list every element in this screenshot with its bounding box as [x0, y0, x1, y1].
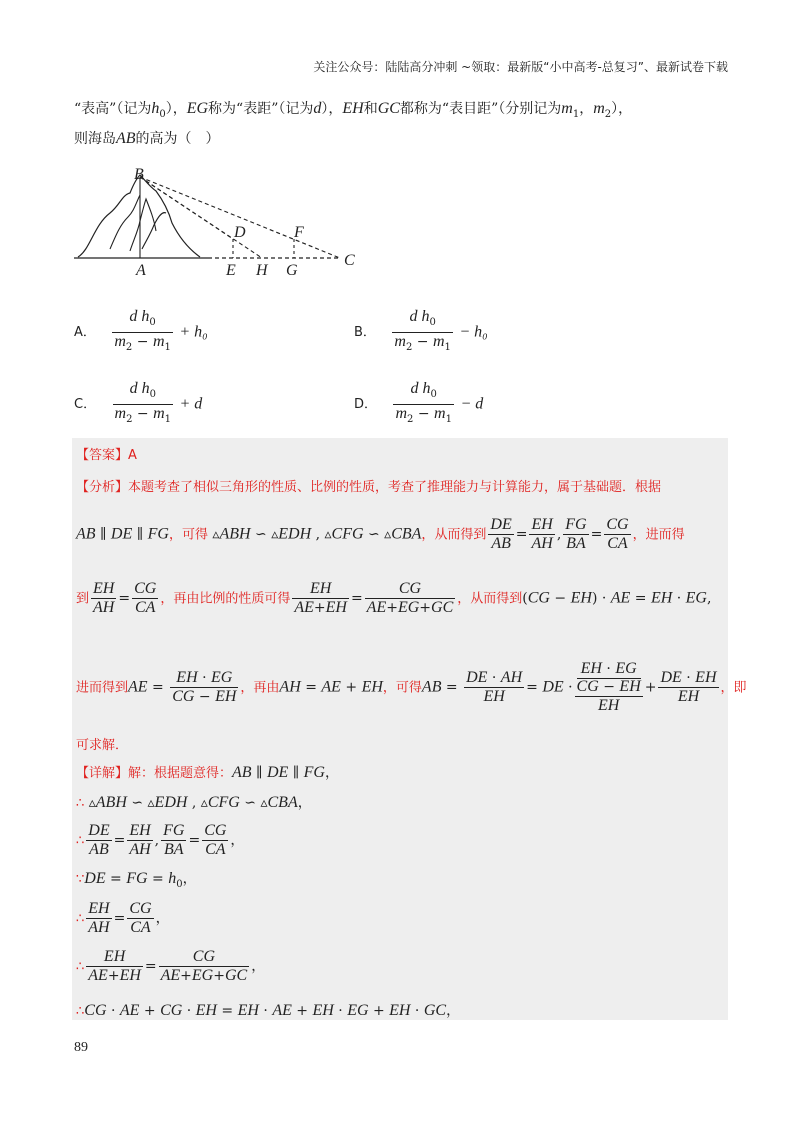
island-figure	[70, 165, 370, 285]
analysis-line-4: 进而得到AE = $\frac{EH \cdot EG}{CG - EH}$ ，再由AH = AE + EH，可得AB = $\frac{DE \cdot AH}{EH}$ = DE · EH · EG CG − EH EH + $\frac{DE \cdot EH}{EH}$ ，即	[76, 660, 747, 714]
detail-line-6: ∴ $\frac{EH}{AE+EH}$ = $\frac{CG}{AE+EG+GC}$ ，	[76, 948, 266, 984]
option-b: B． $\frac{d h_0}{m_2 - m_1}$ − h₀	[354, 308, 488, 353]
question-line-2: 则海岛AB的高为（ ）	[74, 130, 220, 147]
analysis-line-1: 【分析】本题考查了相似三角形的性质、比例的性质，考查了推理能力与计算能力，属于基础题．根据	[76, 480, 662, 495]
label-F: F	[294, 224, 304, 241]
label-D: D	[234, 224, 246, 241]
option-a: A． $\frac{d h_0}{m_2 - m_1}$ + h₀	[74, 308, 208, 353]
answer-line: 【答案】A	[76, 448, 137, 463]
label-H: H	[256, 262, 268, 279]
detail-line-7: ∴CG · AE + CG · EH = EH · AE + EH · EG + EH · GC，	[76, 1002, 461, 1019]
label-A: A	[136, 262, 146, 279]
island-inner-1	[110, 195, 140, 249]
label-E: E	[226, 262, 236, 279]
page-number: 89	[74, 1040, 88, 1055]
option-d: D． $\frac{d h_0}{m_2 - m_1}$ − d	[354, 380, 484, 425]
analysis-line-5: 可求解．	[76, 738, 129, 753]
island-inner-2	[130, 199, 156, 251]
detail-line-2: ∴ ▵ABH ∽ ▵EDH , ▵CFG ∽ ▵CBA，	[76, 794, 312, 811]
detail-line-3: ∴ $\frac{DE}{AB}$ = $\frac{EH}{AH}$ , $\frac{FG}{BA}$ = $\frac{CG}{CA}$ ，	[76, 822, 245, 858]
detail-line-5: ∴ $\frac{EH}{AH}$ = $\frac{CG}{CA}$ ，	[76, 900, 170, 936]
detail-line-1: 【详解】解：根据题意得：AB ∥ DE ∥ FG，	[76, 764, 339, 781]
detail-line-4: ∵DE = FG = $h_0$，	[76, 870, 197, 890]
label-C: C	[344, 252, 355, 269]
page-header: 关注公众号：陆陆高分冲刺 ~领取：最新版“小中高考-总复习”、最新试卷下载	[313, 60, 728, 74]
label-B: B	[134, 166, 144, 183]
question-line-1: “表高”（记为$h_0$），EG称为“表距”（记为d），EH和GC都称为“表目距”（分别记为$m_1$，$m_2$），	[74, 100, 633, 120]
label-G: G	[286, 262, 298, 279]
option-c: C． $\frac{d h_0}{m_2 - m_1}$ + d	[74, 380, 203, 425]
island-inner-3	[142, 213, 166, 249]
island-outline	[78, 175, 200, 257]
analysis-line-2: AB ∥ DE ∥ FG，可得 ▵ABH ∽ ▵EDH , ▵CFG ∽ ▵CBA，从而得到 $\frac{DE}{AB}$ = $\frac{EH}{AH}$ , $\frac{FG}{BA}$ = $\frac{CG}{CA}$ ，进而得	[76, 516, 685, 552]
analysis-line-3: 到 $\frac{EH}{AH}$ = $\frac{CG}{CA}$ ，再由比例的性质可得 $\frac{EH}{AE+EH}$ = $\frac{CG}{AE+EG+GC}$ ，从而得到(CG − EH) · AE = EH · EG,	[76, 580, 712, 616]
line-BD	[140, 177, 233, 239]
